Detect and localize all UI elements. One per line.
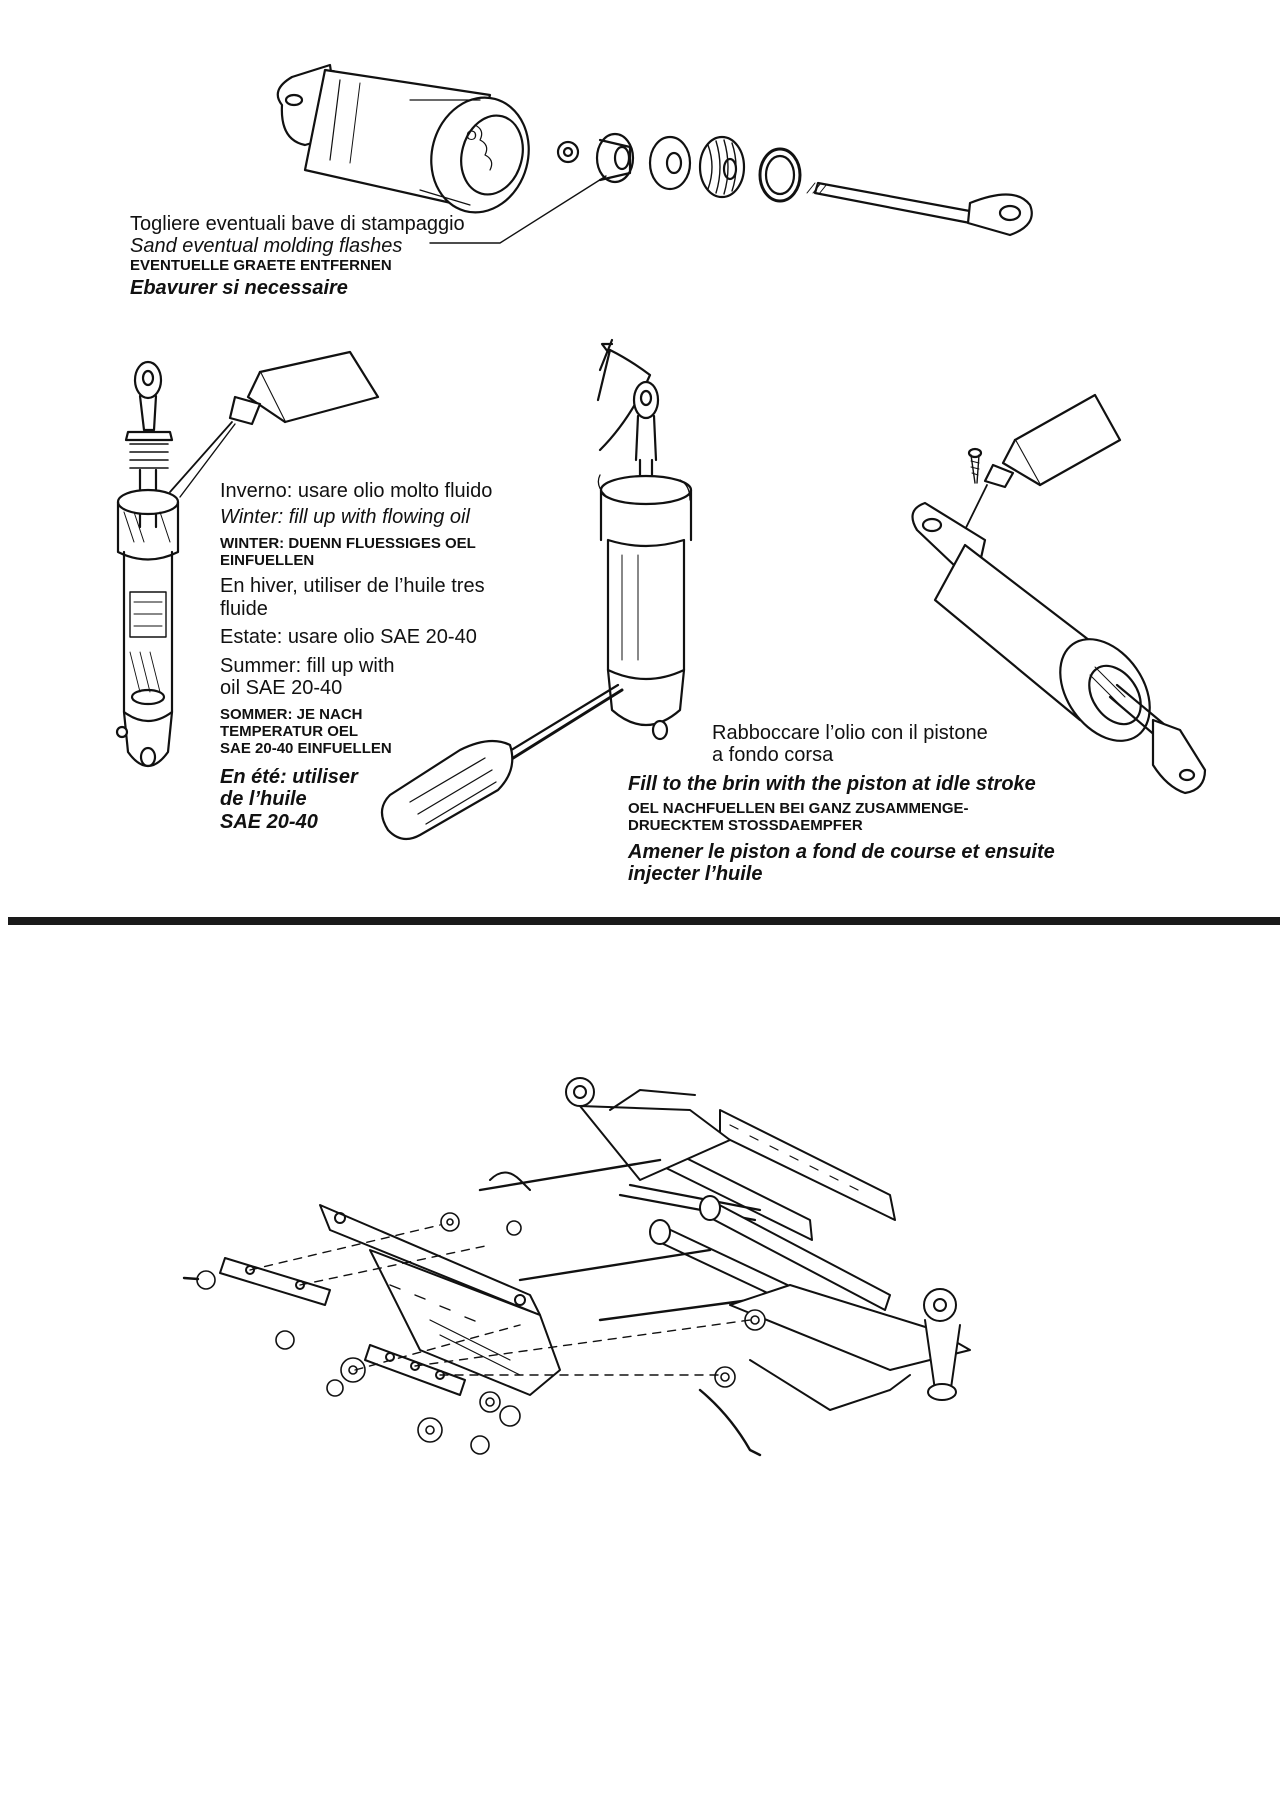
piston-italian: Rabboccare l’olio con il pistone a fondo corsa <box>712 722 988 767</box>
molding-flash-note <box>130 213 465 299</box>
winter-english: Winter: fill up with flowing oil <box>220 506 470 529</box>
molding-note-german: EVENTUELLE GRAETE ENTFERNEN <box>130 256 392 274</box>
piston-french: Amener le piston a fond de course et ensuite injecter l’huile <box>628 840 1055 886</box>
molding-note-italian: Togliere eventuali bave di stampaggio <box>130 213 465 235</box>
summer-english: Summer: fill up with oil SAE 20-40 <box>220 654 395 699</box>
winter-italian: Inverno: usare olio molto fluido <box>220 480 493 502</box>
winter-french: En hiver, utiliser de l’huile tres fluide <box>220 575 485 620</box>
piston-stroke-note <box>628 722 1055 886</box>
section-divider <box>8 917 1280 925</box>
summer-italian: Estate: usare olio SAE 20-40 <box>220 626 477 649</box>
molding-note-french: Ebavurer si necessaire <box>130 276 348 299</box>
front-suspension-exploded-illustration <box>190 1070 1070 1510</box>
piston-english: Fill to the brin with the piston at idle stroke <box>628 772 1036 795</box>
svg-text:O: O <box>466 127 477 143</box>
winter-german: WINTER: DUENN FLUESSIGES OEL EINFUELLEN <box>220 534 476 569</box>
molding-note-english: Sand eventual molding flashes <box>130 235 403 258</box>
summer-german: SOMMER: JE NACH TEMPERATUR OEL SAE 20-40 EINFUELLEN <box>220 706 392 757</box>
summer-french: En été: utiliser de l’huile SAE 20-40 <box>220 765 358 833</box>
piston-german: OEL NACHFUELLEN BEI GANZ ZUSAMMENGE- DRUECKTEM STOSSDAEMPFER <box>628 800 969 834</box>
